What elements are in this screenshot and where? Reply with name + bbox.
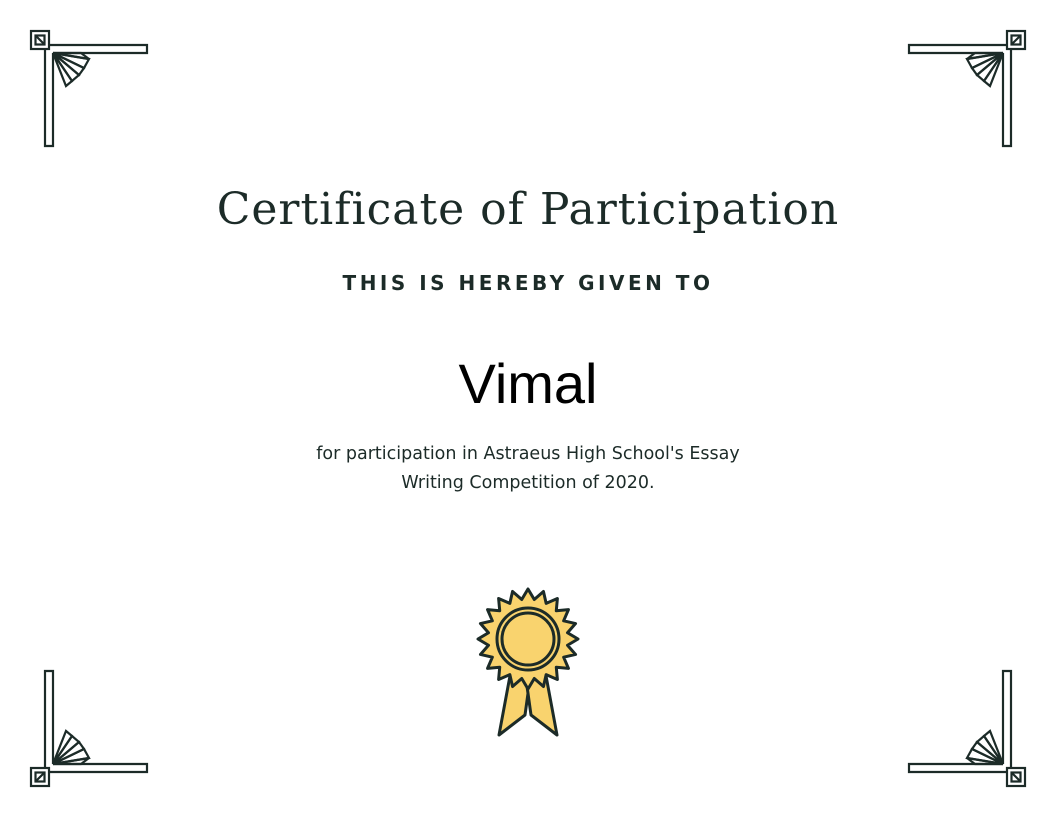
corner-ornament-top-right-icon — [907, 29, 1027, 149]
certificate-description: for participation in Astraeus High School's Essay Writing Competition of 2020. — [316, 444, 740, 493]
recipient-name: Vimal — [458, 352, 598, 415]
corner-ornament-top-left-icon — [29, 29, 149, 149]
certificate-title: Certificate of Participation — [216, 184, 840, 235]
certificate-subtitle: THIS IS HEREBY GIVEN TO — [342, 271, 714, 295]
corner-ornament-bottom-right-icon — [907, 668, 1027, 788]
award-ribbon-icon — [475, 587, 581, 741]
corner-ornament-bottom-left-icon — [29, 668, 149, 788]
